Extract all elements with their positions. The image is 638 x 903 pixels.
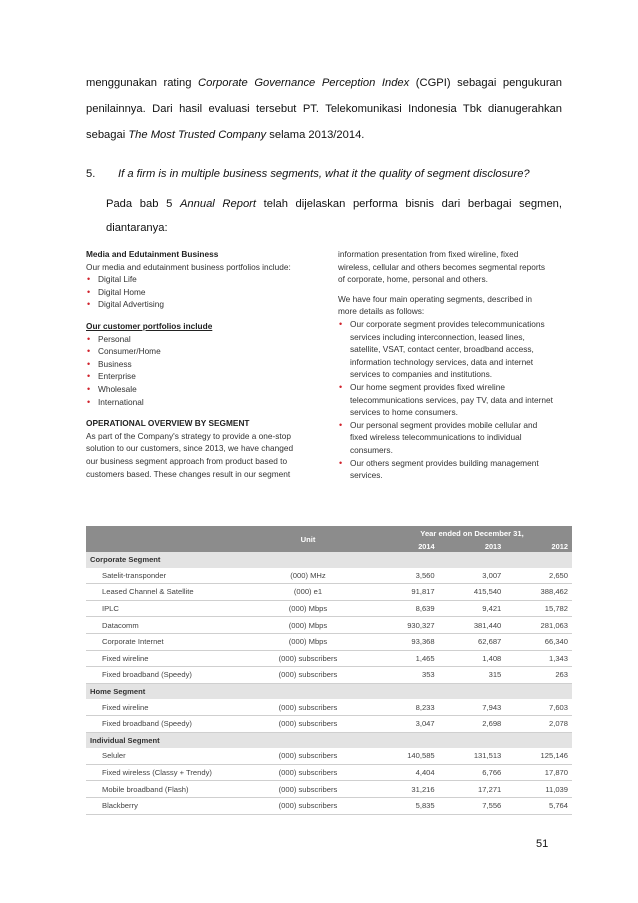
value-2014: 1,465 [372,650,439,667]
value-2013: 2,698 [439,715,506,732]
list-item [86,298,326,311]
row-label: Leased Channel & Satellite [86,584,244,601]
value-2014: 3,560 [372,568,439,584]
ops-heading: OPERATIONAL OVERVIEW BY SEGMENT [86,418,250,429]
text-run: telah dijelaskan performa bisnis dari berbagai segmen, [256,198,563,210]
unit-header: Unit [244,526,372,552]
segment-list [338,318,578,482]
table-section-row [86,683,572,699]
row-label: Blackberry [86,797,244,814]
list-item [86,358,326,371]
table-row [86,699,572,715]
ops-line: As part of the Company's strategy to provide a one-stop [86,430,291,441]
list-item [86,383,326,396]
value-2014: 930,327 [372,617,439,634]
ops-line: our business segment approach from product based to [86,455,288,466]
bullet-icon: • [339,419,343,430]
question-number: 5. [86,168,96,180]
row-label: Fixed broadband (Speedy) [86,715,244,732]
table-row [86,650,572,667]
row-label: Satelit-transponder [86,568,244,584]
ops-line: solution to our customers, since 2013, we have changed [86,443,294,454]
value-2014: 140,585 [372,748,439,764]
value-2012: 7,603 [505,699,572,715]
list-item [338,419,578,457]
bullet-icon: • [339,457,343,468]
value-2012: 2,078 [505,715,572,732]
value-2013: 7,556 [439,797,506,814]
table-row [86,797,572,814]
list-item [338,457,578,482]
list-item [86,273,326,286]
right-four-line: We have four main operating segments, described in [338,293,533,304]
excerpt-left-column [86,248,326,480]
page-number: 51 [536,838,549,850]
table-section-row [86,732,572,748]
bullet-icon: • [87,286,91,297]
list-item [338,381,578,419]
bullet-icon: • [87,274,91,285]
value-2012: 125,146 [505,748,572,764]
value-2014: 93,368 [372,633,439,650]
portfolio-heading: Our customer portfolios include [86,320,213,331]
intro-line-1 [86,70,562,96]
value-2013: 3,007 [439,568,506,584]
table-row [86,781,572,798]
value-2012: 15,782 [505,600,572,617]
portfolio-list [86,333,326,409]
value-2012: 281,063 [505,617,572,634]
value-2013: 9,421 [439,600,506,617]
list-item [86,345,326,358]
table-row [86,617,572,634]
excerpt-right-column [338,248,578,482]
italic-term: Corporate Governance Perception Index [198,77,410,89]
year-2013: 2013 [439,540,506,552]
list-item [338,318,578,381]
table-row [86,715,572,732]
section-title: Individual Segment [86,732,572,748]
italic-term: The Most Trusted Company [128,129,267,141]
list-item-text: Consumer/Home [98,346,161,357]
value-2014: 4,404 [372,764,439,781]
row-unit: (000) Mbps [244,617,372,634]
media-list [86,273,326,311]
segment-line: services including interconnection, leased lines, [350,331,525,342]
answer-line-1 [106,192,562,216]
row-label: Mobile broadband (Flash) [86,781,244,798]
segment-line: Our personal segment provides mobile cellular and [350,419,538,430]
bullet-icon: • [87,396,91,407]
answer-paragraph [106,192,562,240]
section-title: Corporate Segment [86,552,572,568]
bullet-icon: • [87,333,91,344]
text-run: Pada bab 5 [106,198,180,210]
segment-line: services. [350,470,383,481]
bullet-icon: • [87,346,91,357]
value-2012: 11,039 [505,781,572,798]
row-unit: (000) subscribers [244,781,372,798]
segment-line: consumers. [350,444,393,455]
segment-line: Our others segment provides building management [350,457,539,468]
row-unit: (000) subscribers [244,667,372,684]
section-title: Home Segment [86,683,572,699]
row-unit: (000) subscribers [244,748,372,764]
value-2012: 2,650 [505,568,572,584]
bullet-icon: • [339,318,343,329]
row-unit: (000) Mbps [244,633,372,650]
row-unit: (000) subscribers [244,797,372,814]
bullet-icon: • [339,381,343,392]
intro-line-2: penilainnya. Dari hasil evaluasi tersebut PT. Telekomunikasi Indonesia Tbk dianugerahkan [86,103,562,115]
bullet-icon: • [87,371,91,382]
right-four-line: more details as follows: [338,306,425,317]
list-item-text: Wholesale [98,383,137,394]
row-label: Fixed wireless (Classy + Trendy) [86,764,244,781]
list-item-text: Digital Life [98,274,137,285]
table-header-row [86,526,572,540]
row-label: Seluler [86,748,244,764]
year-header: Year ended on December 31, [372,526,572,540]
bullet-icon: • [87,299,91,310]
value-2014: 5,835 [372,797,439,814]
row-label: Fixed broadband (Speedy) [86,667,244,684]
list-item-text: Digital Advertising [98,299,164,310]
table-row [86,633,572,650]
list-item [86,396,326,409]
row-label: Fixed wireline [86,650,244,667]
list-item-text: Personal [98,333,131,344]
value-2012: 263 [505,667,572,684]
segment-line: services to home consumers. [350,407,458,418]
media-heading: Media and Edutainment Business [86,249,219,259]
table-section-row [86,552,572,568]
list-item-text: Business [98,358,132,369]
segment-line: telecommunications services, pay TV, data and internet [350,394,553,405]
bullet-icon: • [87,383,91,394]
segment-line: services to companies and institutions. [350,369,493,380]
question-text: If a firm is in multiple business segments, what it the quality of segment disclosure? [118,168,530,180]
right-intro-line: wireless, cellular and others becomes segmental reports [338,261,546,272]
row-unit: (000) subscribers [244,764,372,781]
list-item-text: International [98,396,144,407]
value-2014: 8,233 [372,699,439,715]
list-item [86,370,326,383]
value-2014: 353 [372,667,439,684]
text-run: selama 2013/2014. [266,129,365,141]
table-row [86,600,572,617]
table-row [86,748,572,764]
table-row [86,584,572,601]
value-2013: 7,943 [439,699,506,715]
list-item [86,286,326,299]
segment-line: satellite, VSAT, contact center, broadband access, [350,344,534,355]
value-2013: 6,766 [439,764,506,781]
value-2014: 31,216 [372,781,439,798]
row-unit: (000) subscribers [244,650,372,667]
table-row [86,667,572,684]
text-run: menggunakan rating [86,77,199,89]
value-2013: 17,271 [439,781,506,798]
row-unit: (000) e1 [244,584,372,601]
table-body [86,552,572,814]
right-intro-line: information presentation from fixed wireline, fixed [338,249,519,259]
row-label: IPLC [86,600,244,617]
value-2013: 415,540 [439,584,506,601]
segment-line: Our home segment provides fixed wireline [350,381,505,392]
value-2014: 91,817 [372,584,439,601]
value-2013: 1,408 [439,650,506,667]
value-2012: 1,343 [505,650,572,667]
value-2013: 131,513 [439,748,506,764]
segment-line: Our corporate segment provides telecommunications [350,318,545,329]
year-2012: 2012 [505,540,572,552]
value-2014: 3,047 [372,715,439,732]
media-intro: Our media and edutainment business portfolios include: [86,261,291,272]
ops-line: customers based. These changes result in our segment [86,468,291,479]
text-run: sebagai [86,129,129,141]
label-header [86,526,244,552]
value-2012: 5,764 [505,797,572,814]
intro-paragraph [86,70,562,148]
row-label: Fixed wireline [86,699,244,715]
italic-term: Annual Report [179,198,257,210]
value-2014: 8,639 [372,600,439,617]
value-2013: 315 [439,667,506,684]
row-unit: (000) subscribers [244,699,372,715]
segment-table [86,526,572,815]
row-unit: (000) Mbps [244,600,372,617]
answer-line-2: diantaranya: [106,222,168,234]
segment-line: information technology services, data and internet [350,356,534,367]
row-label: Corporate Internet [86,633,244,650]
list-item [86,333,326,346]
value-2012: 66,340 [505,633,572,650]
list-item-text: Digital Home [98,286,146,297]
value-2012: 388,462 [505,584,572,601]
right-intro-line: of corporate, home, personal and others. [338,274,488,285]
segment-line: fixed wireless telecommunications to individual [350,432,522,443]
value-2012: 17,870 [505,764,572,781]
value-2013: 381,440 [439,617,506,634]
intro-line-3 [86,122,562,148]
row-label: Datacomm [86,617,244,634]
table-row [86,568,572,584]
list-item-text: Enterprise [98,371,136,382]
table-row [86,764,572,781]
year-2014: 2014 [372,540,439,552]
text-run: (CGPI) sebagai pengukuran [409,77,562,89]
bullet-icon: • [87,358,91,369]
row-unit: (000) subscribers [244,715,372,732]
value-2013: 62,687 [439,633,506,650]
row-unit: (000) MHz [244,568,372,584]
